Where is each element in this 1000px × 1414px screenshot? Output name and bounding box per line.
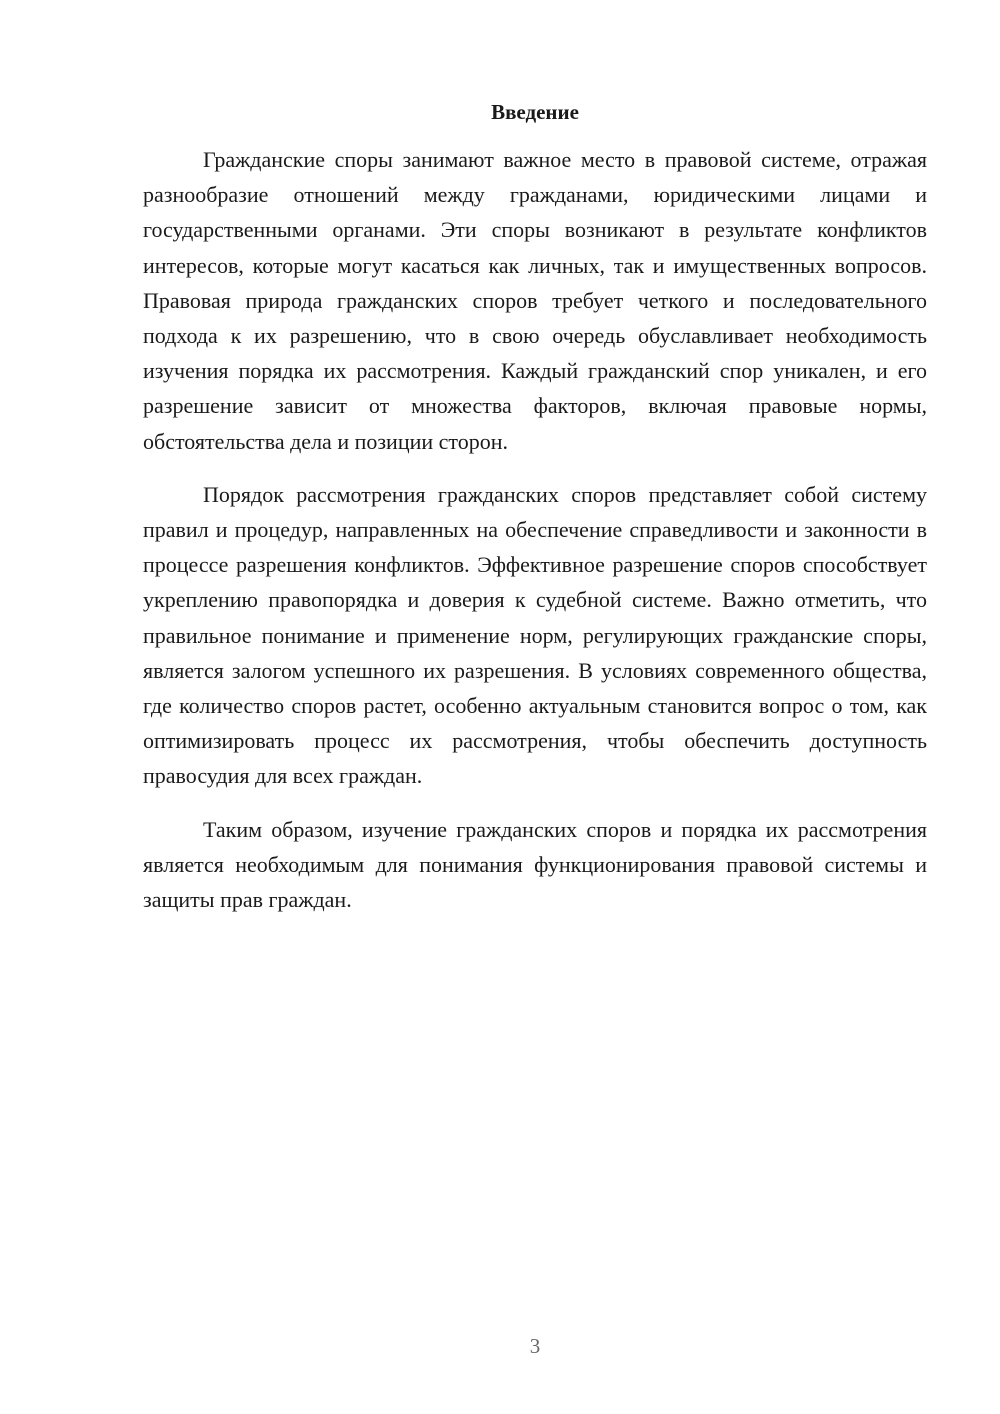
body-text	[143, 142, 927, 917]
paragraph-2: Порядок рассмотрения гражданских споров представляет собой систему правил и процедур, направленных на обеспечение справедливости и законности в процессе разрешения конфликтов. Эффективное разрешение споров способствует укреплению правопорядка и доверия к судебной системе. Важно отметить, что правильное понимание и применение норм, регулирующих гражданские споры, является залогом успешного их разрешения. В условиях современного общества, где количество споров растет, особенно актуальным становится вопрос о том, как оптимизировать процесс их рассмотрения, чтобы обеспечить доступность правосудия для всех граждан.	[143, 481, 927, 789]
section-heading: Введение	[491, 100, 579, 124]
paragraph-1: Гражданские споры занимают важное место в правовой системе, отражая разнообразие отношений между гражданами, юридическими лицами и государственными органами. Эти споры возникают в результате конфликтов интересов, которые могут касаться как личных, так и имущественных вопросов. Правовая природа гражданских споров требует четкого и последовательного подхода к их разрешению, что в свою очередь обуславливает необходимость изучения порядка их рассмотрения. Каждый гражданский спор уникален, и его разрешение зависит от множества факторов, включая правовые нормы, обстоятельства дела и позиции сторон.	[143, 147, 927, 454]
page-number: 3	[529, 1334, 541, 1358]
paragraph-3: Таким образом, изучение гражданских споров и порядка их рассмотрения является необходимым для понимания функционирования правовой системы и защиты прав граждан.	[143, 816, 927, 913]
